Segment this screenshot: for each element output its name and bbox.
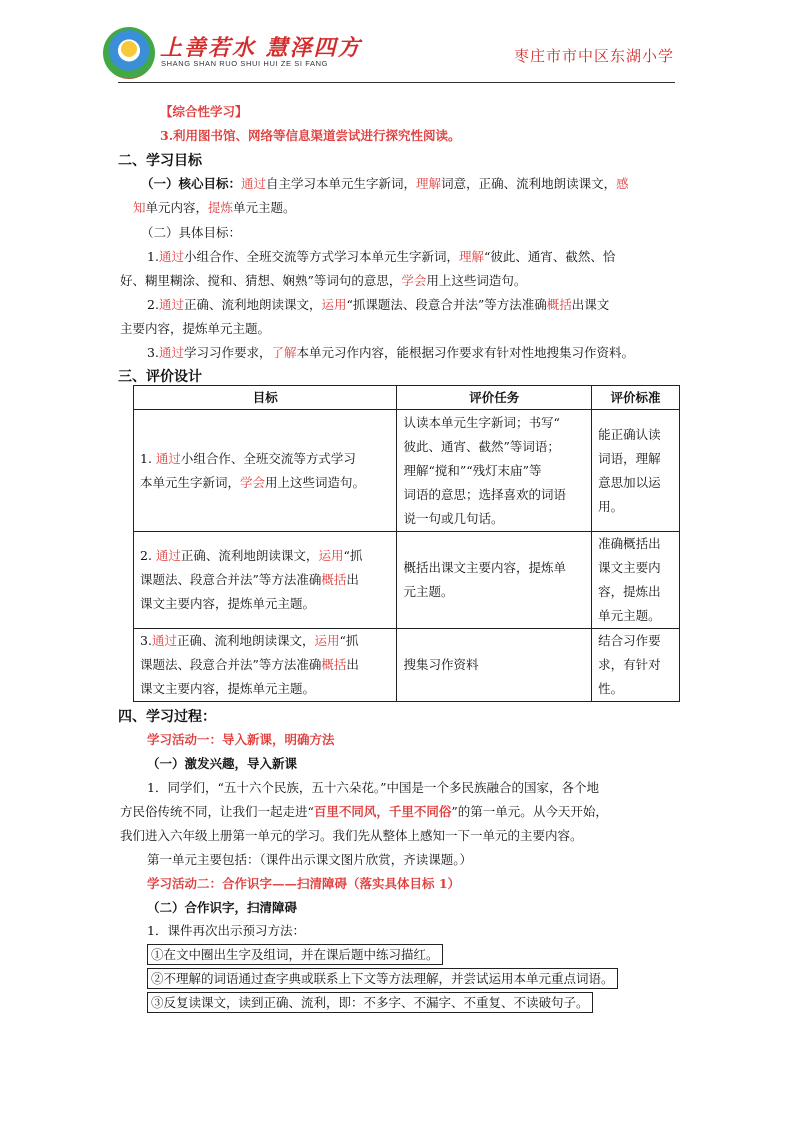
school-motto: 上善若水 慧泽四方 xyxy=(160,35,362,61)
row2-goal: 2. 通过正确、流利地朗读课文，运用“抓 课题法、段意合并法”等方法准确概括出 课文主要内容，提炼单元主题。 xyxy=(134,532,397,629)
activity-2-title: 学习活动二：合作识字——扫清障碍（落实具体目标 1） xyxy=(147,876,461,891)
table-row xyxy=(134,532,680,629)
school-motto-pinyin: SHANG SHAN RUO SHUI HUI ZE SI FANG xyxy=(161,59,329,68)
activity-1-title: 学习活动一：导入新课，明确方法 xyxy=(147,732,335,747)
goal-2-line1: 2.通过正确、流利地朗读课文，运用“抓课题法、段意合并法”等方法准确概括出课文 xyxy=(147,297,610,312)
table-row xyxy=(134,629,680,702)
sec3-title: 三、评价设计 xyxy=(118,369,202,385)
core-goal-line1: （一）核心目标：通过自主学习本单元生字新词，理解词意，正确、流利地朗读课文，感 xyxy=(141,176,629,191)
row1-task: 认读本单元生字新词；书写“ 彼此、通宵、截然”等词语； 理解“搅和”“残灯末庙”等 词语的意思；选择喜欢的词语 说一句或几句话。 xyxy=(397,410,592,532)
specific-goal-label: （二）具体目标： xyxy=(141,225,242,240)
table-header-row xyxy=(134,386,680,410)
evaluation-table xyxy=(133,385,680,702)
goal-2-line2: 主要内容，提炼单元主题。 xyxy=(120,321,271,336)
sec2-title: 二、学习目标 xyxy=(118,153,202,169)
header-task: 评价任务 xyxy=(397,386,592,410)
para-1-line1: 1．同学们，“五十六个民族，五十六朵花。”中国是一个多民族融合的国家，各个地 xyxy=(147,780,599,795)
section-tag: 【综合性学习】 xyxy=(160,104,248,119)
sub-1-title: （一）激发兴趣，导入新课 xyxy=(147,756,298,771)
method-1-box: ①在文中圈出生字及组词，并在课后题中练习描红。 xyxy=(147,944,443,965)
integrated-item-3: 3.利用图书馆、网络等信息渠道尝试进行探究性阅读。 xyxy=(160,128,461,143)
school-logo xyxy=(103,27,155,79)
header-rule xyxy=(118,82,675,83)
sec4-title: 四、学习过程： xyxy=(118,709,216,725)
goal-3-line: 3.通过学习习作要求，了解本单元习作内容，能根据习作要求有针对性地搜集习作资料。 xyxy=(147,345,634,360)
school-name: 枣庄市市中区东湖小学 xyxy=(513,47,674,65)
para-1-line2: 方民俗传统不同，让我们一起走进“百里不同风，千里不同俗”的第一单元。从今天开始， xyxy=(120,804,608,819)
row1-standard: 能正确认读 词语，理解 意思加以运 用。 xyxy=(592,410,680,532)
method-2-box: ②不理解的词语通过查字典或联系上下文等方法理解，并尝试运用本单元重点词语。 xyxy=(147,968,618,989)
goal-1-line1: 1.通过小组合作、全班交流等方式学习本单元生字新词，理解“彼此、通宵、截然、恰 xyxy=(147,249,616,264)
header-goal: 目标 xyxy=(134,386,397,410)
row3-standard: 结合习作要 求，有针对 性。 xyxy=(592,629,680,702)
goal-1-line2: 好、糊里糊涂、搅和、猜想、娴熟”等词句的意思，学会用上这些词造句。 xyxy=(120,273,527,288)
row3-task: 搜集习作资料 xyxy=(397,629,592,702)
logo-sun-icon xyxy=(121,41,137,57)
method-3-box: ③反复读课文，读到正确、流利，即：不多字、不漏字、不重复、不读破句子。 xyxy=(147,992,593,1013)
table-row xyxy=(134,410,680,532)
core-goal-line2: 知单元内容，提炼单元主题。 xyxy=(133,200,296,215)
para-1-line3: 我们进入六年级上册第一单元的学习。我们先从整体上感知一下一单元的主要内容。 xyxy=(120,828,583,843)
row1-goal: 1. 通过小组合作、全班交流等方式学习 本单元生字新词，学会用上这些词造句。 xyxy=(134,410,397,532)
row2-task: 概括出课文主要内容，提炼单 元主题。 xyxy=(397,532,592,629)
header-standard: 评价标准 xyxy=(592,386,680,410)
sub-2-title: （二）合作识字，扫清障碍 xyxy=(147,900,298,915)
para-2: 第一单元主要包括：（课件出示课文图片欣赏，齐读课题。） xyxy=(147,852,473,867)
row2-standard: 准确概括出 课文主要内 容，提炼出 单元主题。 xyxy=(592,532,680,629)
para-3: 1．课件再次出示预习方法： xyxy=(147,923,305,938)
row3-goal: 3.通过正确、流利地朗读课文，运用“抓 课题法、段意合并法”等方法准确概括出 课文主要内容，提炼单元主题。 xyxy=(134,629,397,702)
